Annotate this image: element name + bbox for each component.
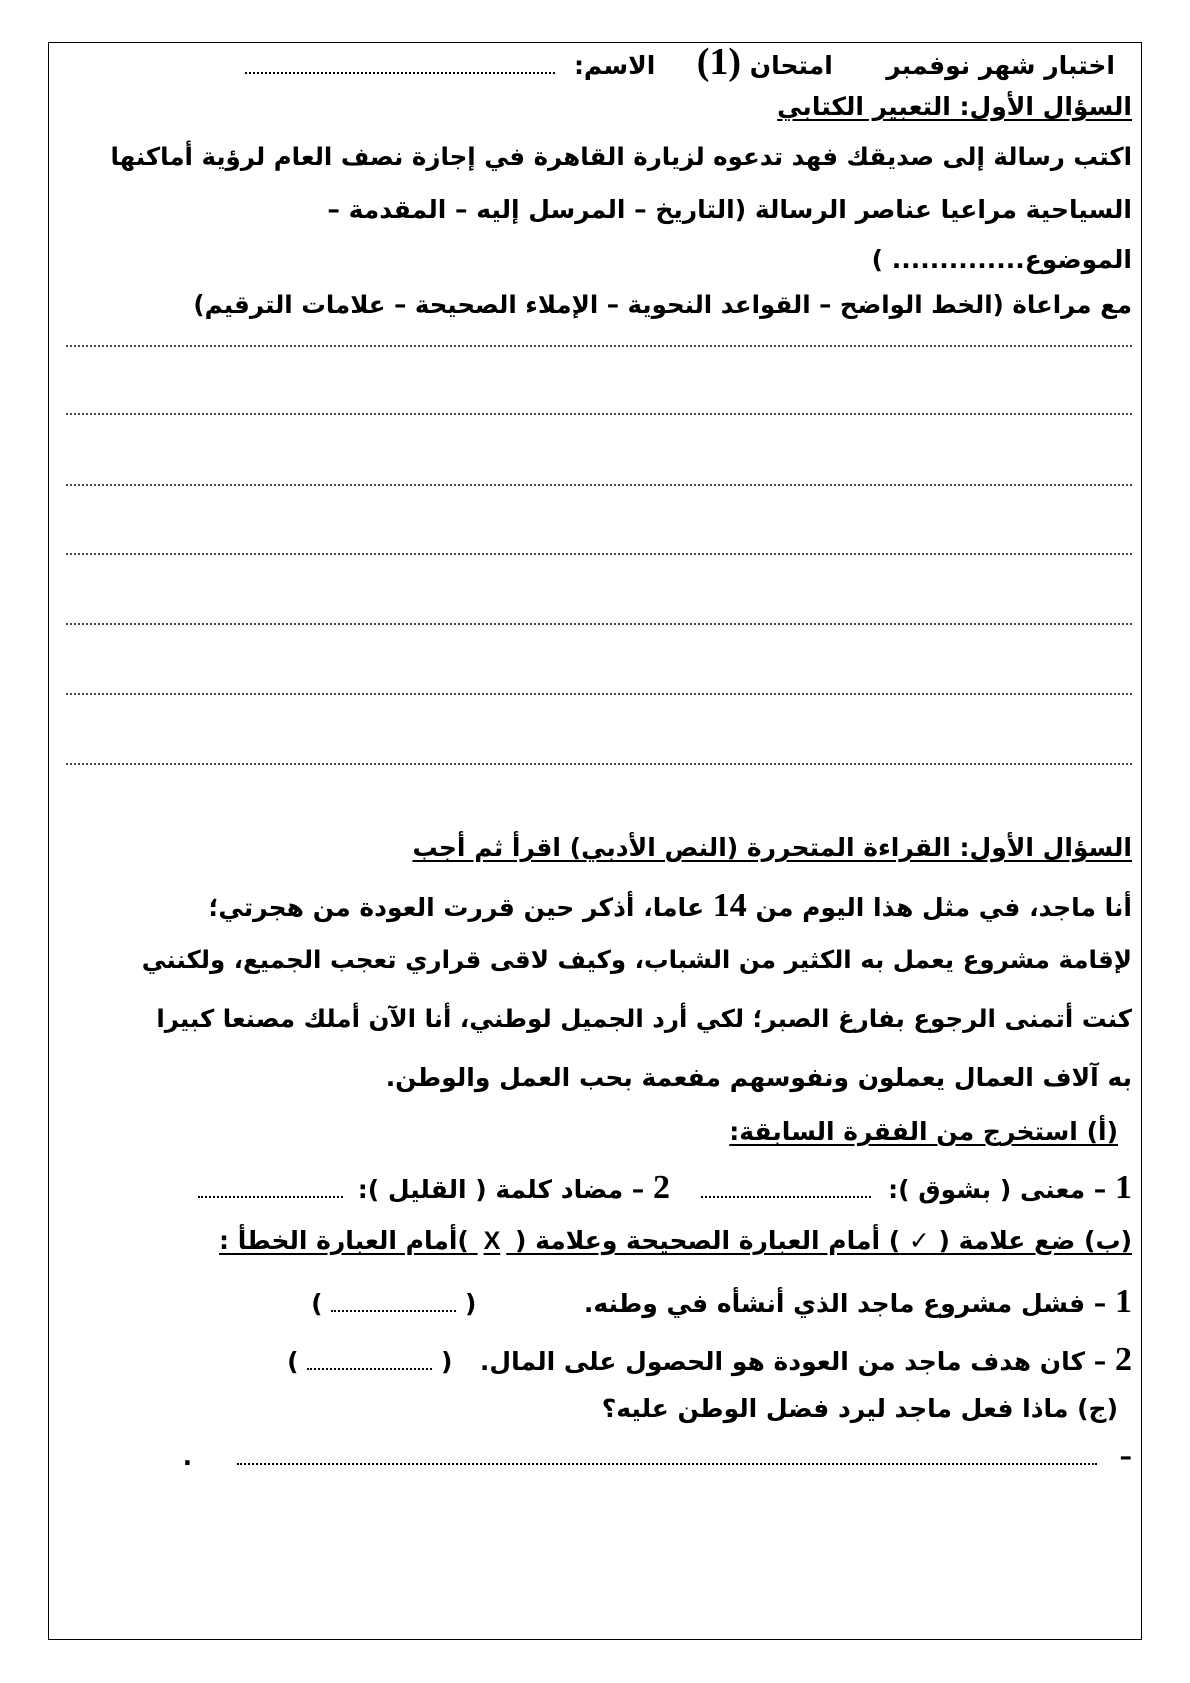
question-number: 1 [1115,1169,1132,1206]
end-dot: . [182,1442,193,1471]
writing-prompt-line-2: السياحية مراعيا عناصر الرسالة (التاريخ – المرسل إليه – المقدمة – [327,195,1132,224]
answer-line[interactable] [66,345,1132,347]
passage-line-2: لإقامة مشروع يعمل به الكثير من الشباب، وكيف لاقى قراري تعجب الجميع، ولكنني [141,945,1132,974]
exam-header [245,40,1115,86]
passage-line-1 [208,886,1132,927]
name-blank[interactable] [245,71,555,74]
writing-prompt-line-1: اكتب رسالة إلى صديقك فهد تدعوه لزيارة القاهرة في إجازة نصف العام لرؤية أماكنها [110,142,1132,171]
part-b-text: ) أمام العبارة الصحيحة وعلامة ( [514,1226,901,1255]
answer-line[interactable] [66,693,1132,695]
question-2-text: – مضاد كلمة ( القليل ): [357,1175,645,1204]
answer-blank[interactable] [331,1309,456,1312]
answer-blank[interactable] [307,1367,432,1370]
paren-close: ) [287,1347,299,1376]
question-number: 2 [653,1169,671,1206]
reading-heading: السؤال الأول: القراءة المتحررة (النص الأدبي) اقرأ ثم أجب [412,833,1132,862]
answer-line[interactable] [66,553,1132,555]
passage-text: أنا ماجد، في مثل هذا اليوم من [755,893,1132,922]
part-b-heading [219,1226,1132,1256]
statement-1 [311,1282,1132,1323]
writing-heading: السؤال الأول: التعبير الكتابي [777,92,1132,121]
answer-blank[interactable] [198,1195,343,1198]
answer-line[interactable] [66,484,1132,486]
answer-line[interactable] [66,413,1132,415]
exam-number: (1) [696,41,742,83]
check-mark-icon: ✓ [908,1226,930,1255]
passage-text: عاما، أذكر حين قررت العودة من هجرتي؛ [208,893,705,922]
paren-close: ) [311,1289,323,1318]
question-1-text: – معنى ( بشوق ): [888,1175,1107,1204]
part-c-question: (ج) ماذا فعل ماجد ليرد فضل الوطن عليه؟ [601,1394,1118,1423]
answer-line[interactable] [66,623,1132,625]
exam-title: اختبار شهر نوفمبر [886,51,1115,80]
dash: – [1119,1442,1132,1471]
statement-number: 2 [1115,1341,1132,1378]
writing-prompt-line-3: الموضوع.............. ) [871,245,1132,274]
x-mark: X [483,1227,501,1255]
name-label: الاسم: [573,51,656,80]
passage-line-4: به آلاف العمال يعملون ونفوسهم مفعمة بحب العمل والوطن. [385,1063,1132,1092]
exam-label: امتحان [749,51,833,80]
part-a-questions [198,1168,1132,1209]
paren-open: ( [441,1347,453,1376]
statement-2-text: – كان هدف ماجد من العودة هو الحصول على المال. [479,1347,1107,1376]
answer-blank[interactable] [701,1195,871,1198]
passage-number: 14 [712,887,747,924]
part-a-heading: (أ) استخرج من الفقرة السابقة: [729,1117,1118,1146]
answer-line[interactable] [66,763,1132,765]
part-b-text: )أمام العبارة الخطأ : [219,1226,469,1255]
statement-2 [287,1340,1132,1381]
paren-open: ( [464,1289,477,1318]
answer-blank[interactable] [237,1462,1097,1465]
part-b-text: (ب) ضع علامة ( [938,1226,1132,1255]
writing-prompt-line-4: مع مراعاة (الخط الواضح – القواعد النحوية – الإملاء الصحيحة – علامات الترقيم) [193,290,1132,319]
part-c-answer [183,1442,1132,1472]
statement-number: 1 [1115,1283,1132,1320]
passage-line-3: كنت أتمنى الرجوع بفارغ الصبر؛ لكي أرد الجميل لوطني، أنا الآن أملك مصنعا كبيرا [156,1004,1132,1033]
statement-1-text: – فشل مشروع ماجد الذي أنشأه في وطنه. [583,1289,1107,1318]
